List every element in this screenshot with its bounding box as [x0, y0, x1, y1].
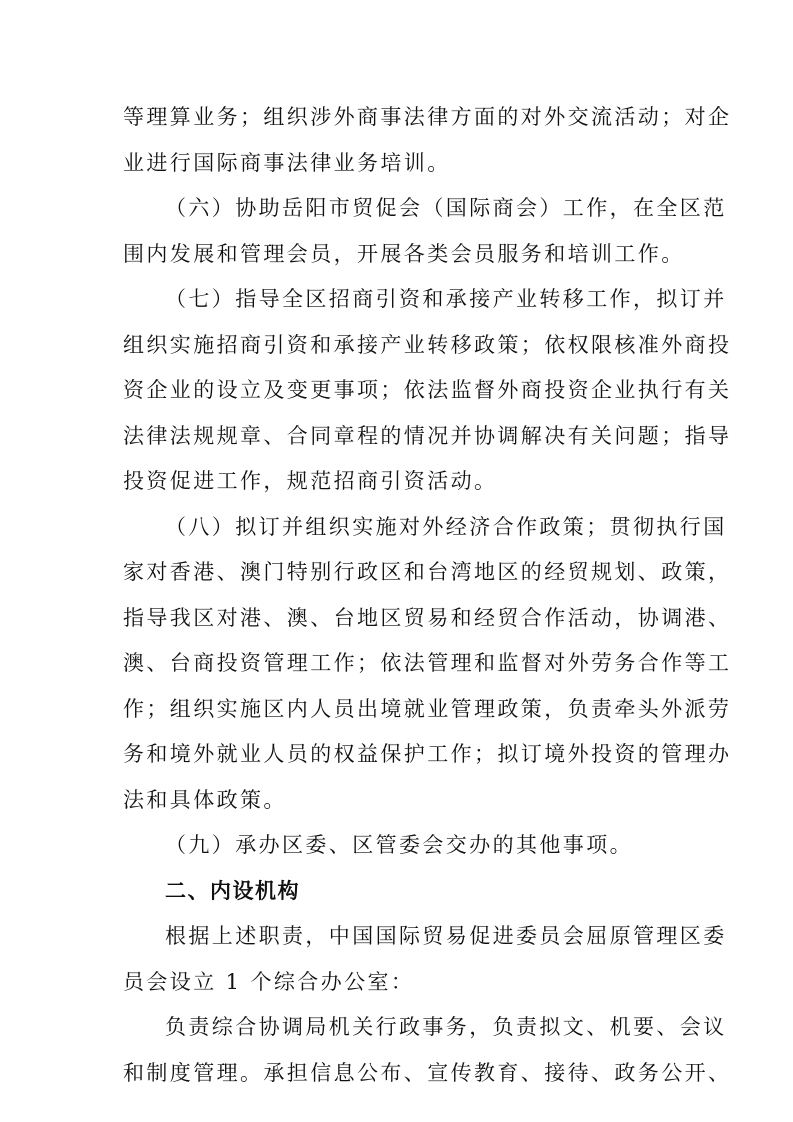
- body-text-line: 等理算业务；组织涉外商事法律方面的对外交流活动；对企: [123, 105, 732, 129]
- paragraph-start: 根据上述职责，中国国际贸易促进委员会屈原管理区委: [165, 924, 727, 948]
- body-text-line: 和制度管理。承担信息公布、宣传教育、接待、政务公开、: [123, 1061, 732, 1085]
- paragraph-start: 负责综合协调局机关行政事务，负责拟文、机要、会议: [165, 1015, 727, 1039]
- body-text-line: 资企业的设立及变更事项；依法监督外商投资企业执行有关: [123, 378, 732, 402]
- body-text-line: 法律法规规章、合同章程的情况并协调解决有关问题；指导: [123, 424, 732, 448]
- body-text-line: 家对香港、澳门特别行政区和台湾地区的经贸规划、政策，: [123, 560, 732, 584]
- body-text-line: 法和具体政策。: [123, 788, 287, 812]
- paragraph-seven-start: （七）指导全区招商引资和承接产业转移工作，拟订并: [165, 287, 727, 311]
- body-text-line: 投资促进工作，规范招商引资活动。: [123, 469, 498, 493]
- body-text-line: 指导我区对港、澳、台地区贸易和经贸合作活动，协调港、: [123, 606, 732, 630]
- body-text-line: 围内发展和管理会员，开展各类会员服务和培训工作。: [123, 242, 685, 266]
- body-text-line: 组织实施招商引资和承接产业转移政策；依权限核准外商投: [123, 333, 732, 357]
- body-text-line: 澳、台商投资管理工作；依法管理和监督对外劳务合作等工: [123, 651, 732, 675]
- body-text-line: 务和境外就业人员的权益保护工作；拟订境外投资的管理办: [123, 742, 732, 766]
- body-text-line: 作；组织实施区内人员出境就业管理政策，负责牵头外派劳: [123, 697, 732, 721]
- body-text-line: 业进行国际商事法律业务培训。: [123, 151, 451, 175]
- section-heading: 二、内设机构: [165, 879, 300, 903]
- body-text-line: 员会设立 1 个综合办公室：: [123, 970, 415, 994]
- paragraph-six-start: （六）协助岳阳市贸促会（国际商会）工作，在全区范: [165, 196, 727, 220]
- paragraph-eight-start: （八）拟订并组织实施对外经济合作政策；贯彻执行国: [165, 515, 727, 539]
- paragraph-nine-start: （九）承办区委、区管委会交办的其他事项。: [165, 833, 633, 857]
